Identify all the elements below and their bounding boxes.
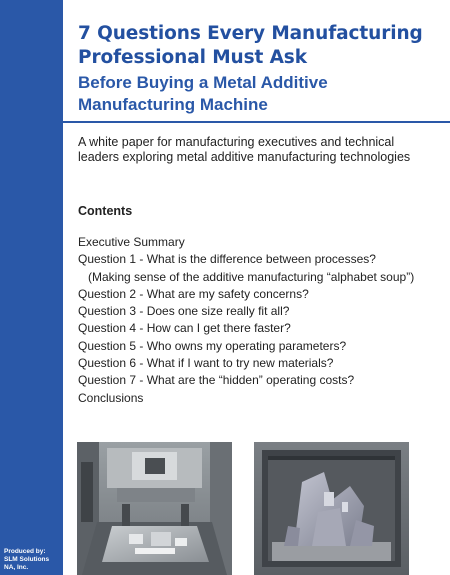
- side-bar: [0, 0, 63, 575]
- toc-item-question-2: Question 2 - What are my safety concerns?: [78, 286, 309, 301]
- document-description: A white paper for manufacturing executives and technical leaders exploring metal additive manufacturing technologies: [78, 135, 411, 164]
- producer-credit: Produced by: SLM Solutions NA, Inc.: [4, 548, 50, 571]
- document-title: 7 Questions Every Manufacturing Professional Must Ask: [78, 23, 423, 68]
- toc-item-question-6: Question 6 - What if I want to try new materials?: [78, 356, 334, 371]
- toc-item-question-5: Question 5 - Who owns my operating parameters?: [78, 338, 347, 353]
- table-of-contents: [78, 234, 443, 407]
- toc-item-question-3: Question 3 - Does one size really fit all?: [78, 304, 290, 319]
- toc-item-question-1: Question 1 - What is the difference between processes?: [78, 252, 376, 267]
- metal-printed-parts-in-chamber-photo: [254, 442, 409, 575]
- document-subtitle: Before Buying a Metal Additive Manufacturing Machine: [78, 73, 328, 114]
- metal-printer-build-plate-photo: [77, 442, 232, 575]
- toc-item-question-4: Question 4 - How can I get there faster?: [78, 321, 291, 336]
- contents-heading: Contents: [78, 204, 133, 218]
- title-divider: [63, 121, 450, 123]
- toc-item-question-7: Question 7 - What are the “hidden” operating costs?: [78, 373, 355, 388]
- toc-item-conclusions: Conclusions: [78, 390, 144, 405]
- toc-item-question-1-subtitle: (Making sense of the additive manufacturing “alphabet soup”): [88, 269, 415, 284]
- toc-item-executive-summary: Executive Summary: [78, 235, 185, 249]
